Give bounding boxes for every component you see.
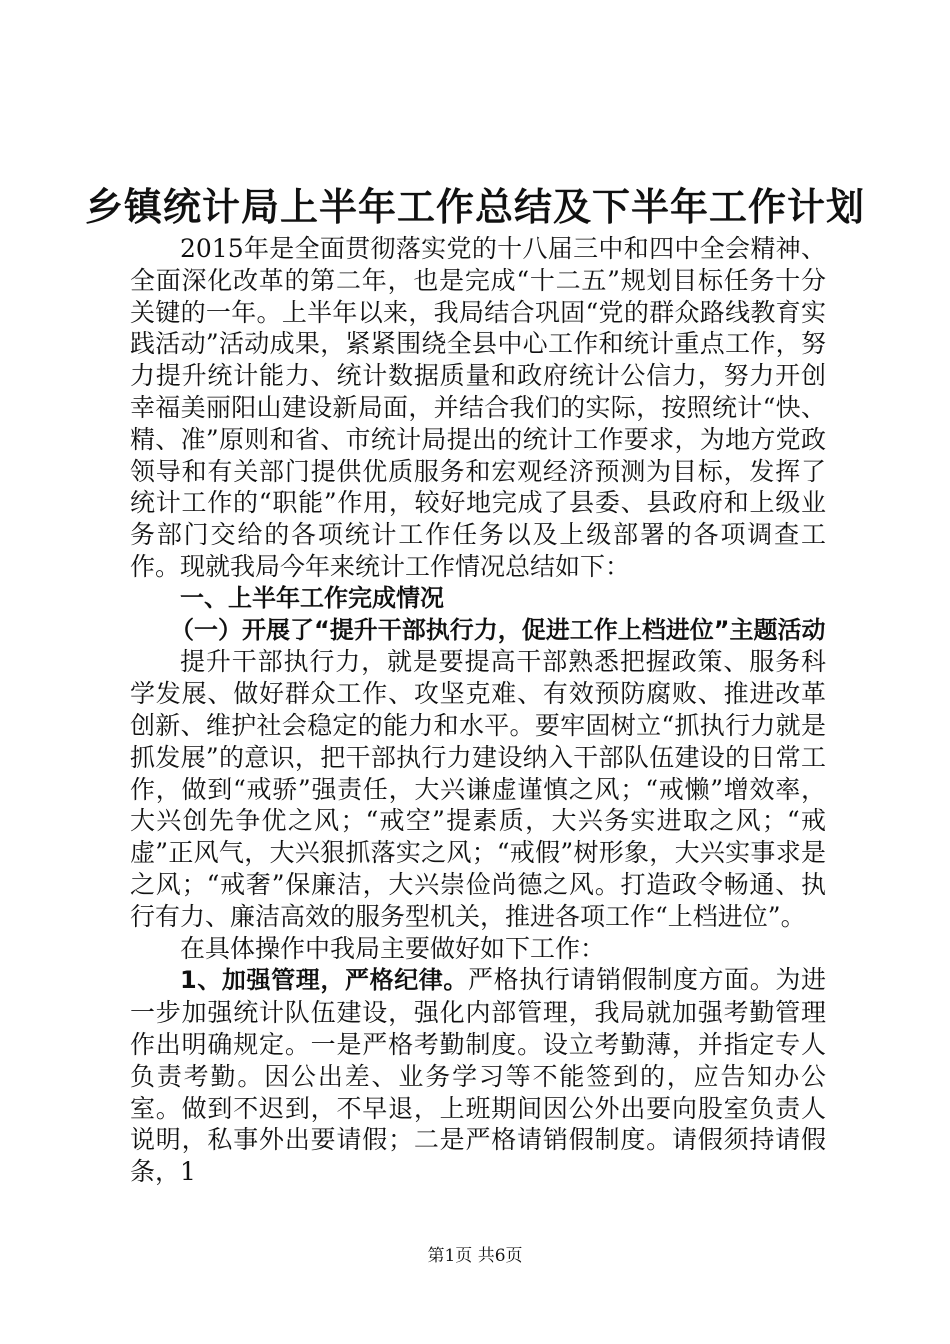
subsection-heading-1: （一）开展了“提升干部执行力，促进工作上档进位”主题活动 xyxy=(170,615,826,644)
intro-paragraph: 2015年是全面贯彻落实党的十八届三中和四中全会精神、全面深化改革的第二年，也是完成“十二五”规划目标任务十分关键的一年。上半年以来，我局结合巩固“党的群众路线教育实践活动”活动成果，紧紧围绕全县中心工作和统计重点工作，努力提升统计能力、统计数据质量和政府统计公信力，努力开创幸福美丽阳山建设新局面，并结合我们的实际，按照统计“快、精、准”原则和省、市统计局提出的统计工作要求，为地方党政领导和有关部门提供优质服务和宏观经济预测为目标，发挥了统计工作的“职能”作用，较好地完成了县委、县政府和上级业务部门交给的各项统计工作任务以及上级部署的各项调查工作。现就我局今年来统计工作情况总结如下： xyxy=(130,234,826,581)
section-heading-1: 一、上半年工作完成情况 xyxy=(180,583,444,612)
document-body xyxy=(130,233,826,1188)
management-paragraph xyxy=(130,964,826,1188)
page-footer: 第1页 共6页 xyxy=(427,1246,523,1266)
execution-paragraph: 提升干部执行力，就是要提高干部熟悉把握政策、服务科学发展、做好群众工作、攻坚克难、有效预防腐败、推进改革创新、维护社会稳定的能力和水平。要牢固树立“抓执行力就是抓发展”的意识，把干部执行力建设纳入干部队伍建设的日常工作，做到“戒骄”强责任，大兴谦虚谨慎之风；“戒懒”增效率，大兴创先争优之风；“戒空”提素质，大兴务实进取之风；“戒虚”正风气，大兴狠抓落实之风；“戒假”树形象，大兴实事求是之风；“戒奢”保廉洁，大兴崇俭尚德之风。打造政令畅通、执行有力、廉洁高效的服务型机关，推进各项工作“上档进位”。 xyxy=(130,647,826,931)
management-text: 严格执行请销假制度方面。为进一步加强统计队伍建设，强化内部管理，我局就加强考勤管理作出明确规定。一是严格考勤制度。设立考勤薄，并指定专人负责考勤。因公出差、业务学习等不能签到的，应告知办公室。做到不迟到，不早退，上班期间因公外出要向股室负责人说明，私事外出要请假；二是严格请销假制度。请假须持请假条，1 xyxy=(130,965,826,1187)
management-lead: 1、加强管理，严格纪律。 xyxy=(180,966,469,995)
operations-paragraph: 在具体操作中我局主要做好如下工作： xyxy=(180,933,606,963)
document-title: 乡镇统计局上半年工作总结及下半年工作计划 xyxy=(84,185,865,229)
